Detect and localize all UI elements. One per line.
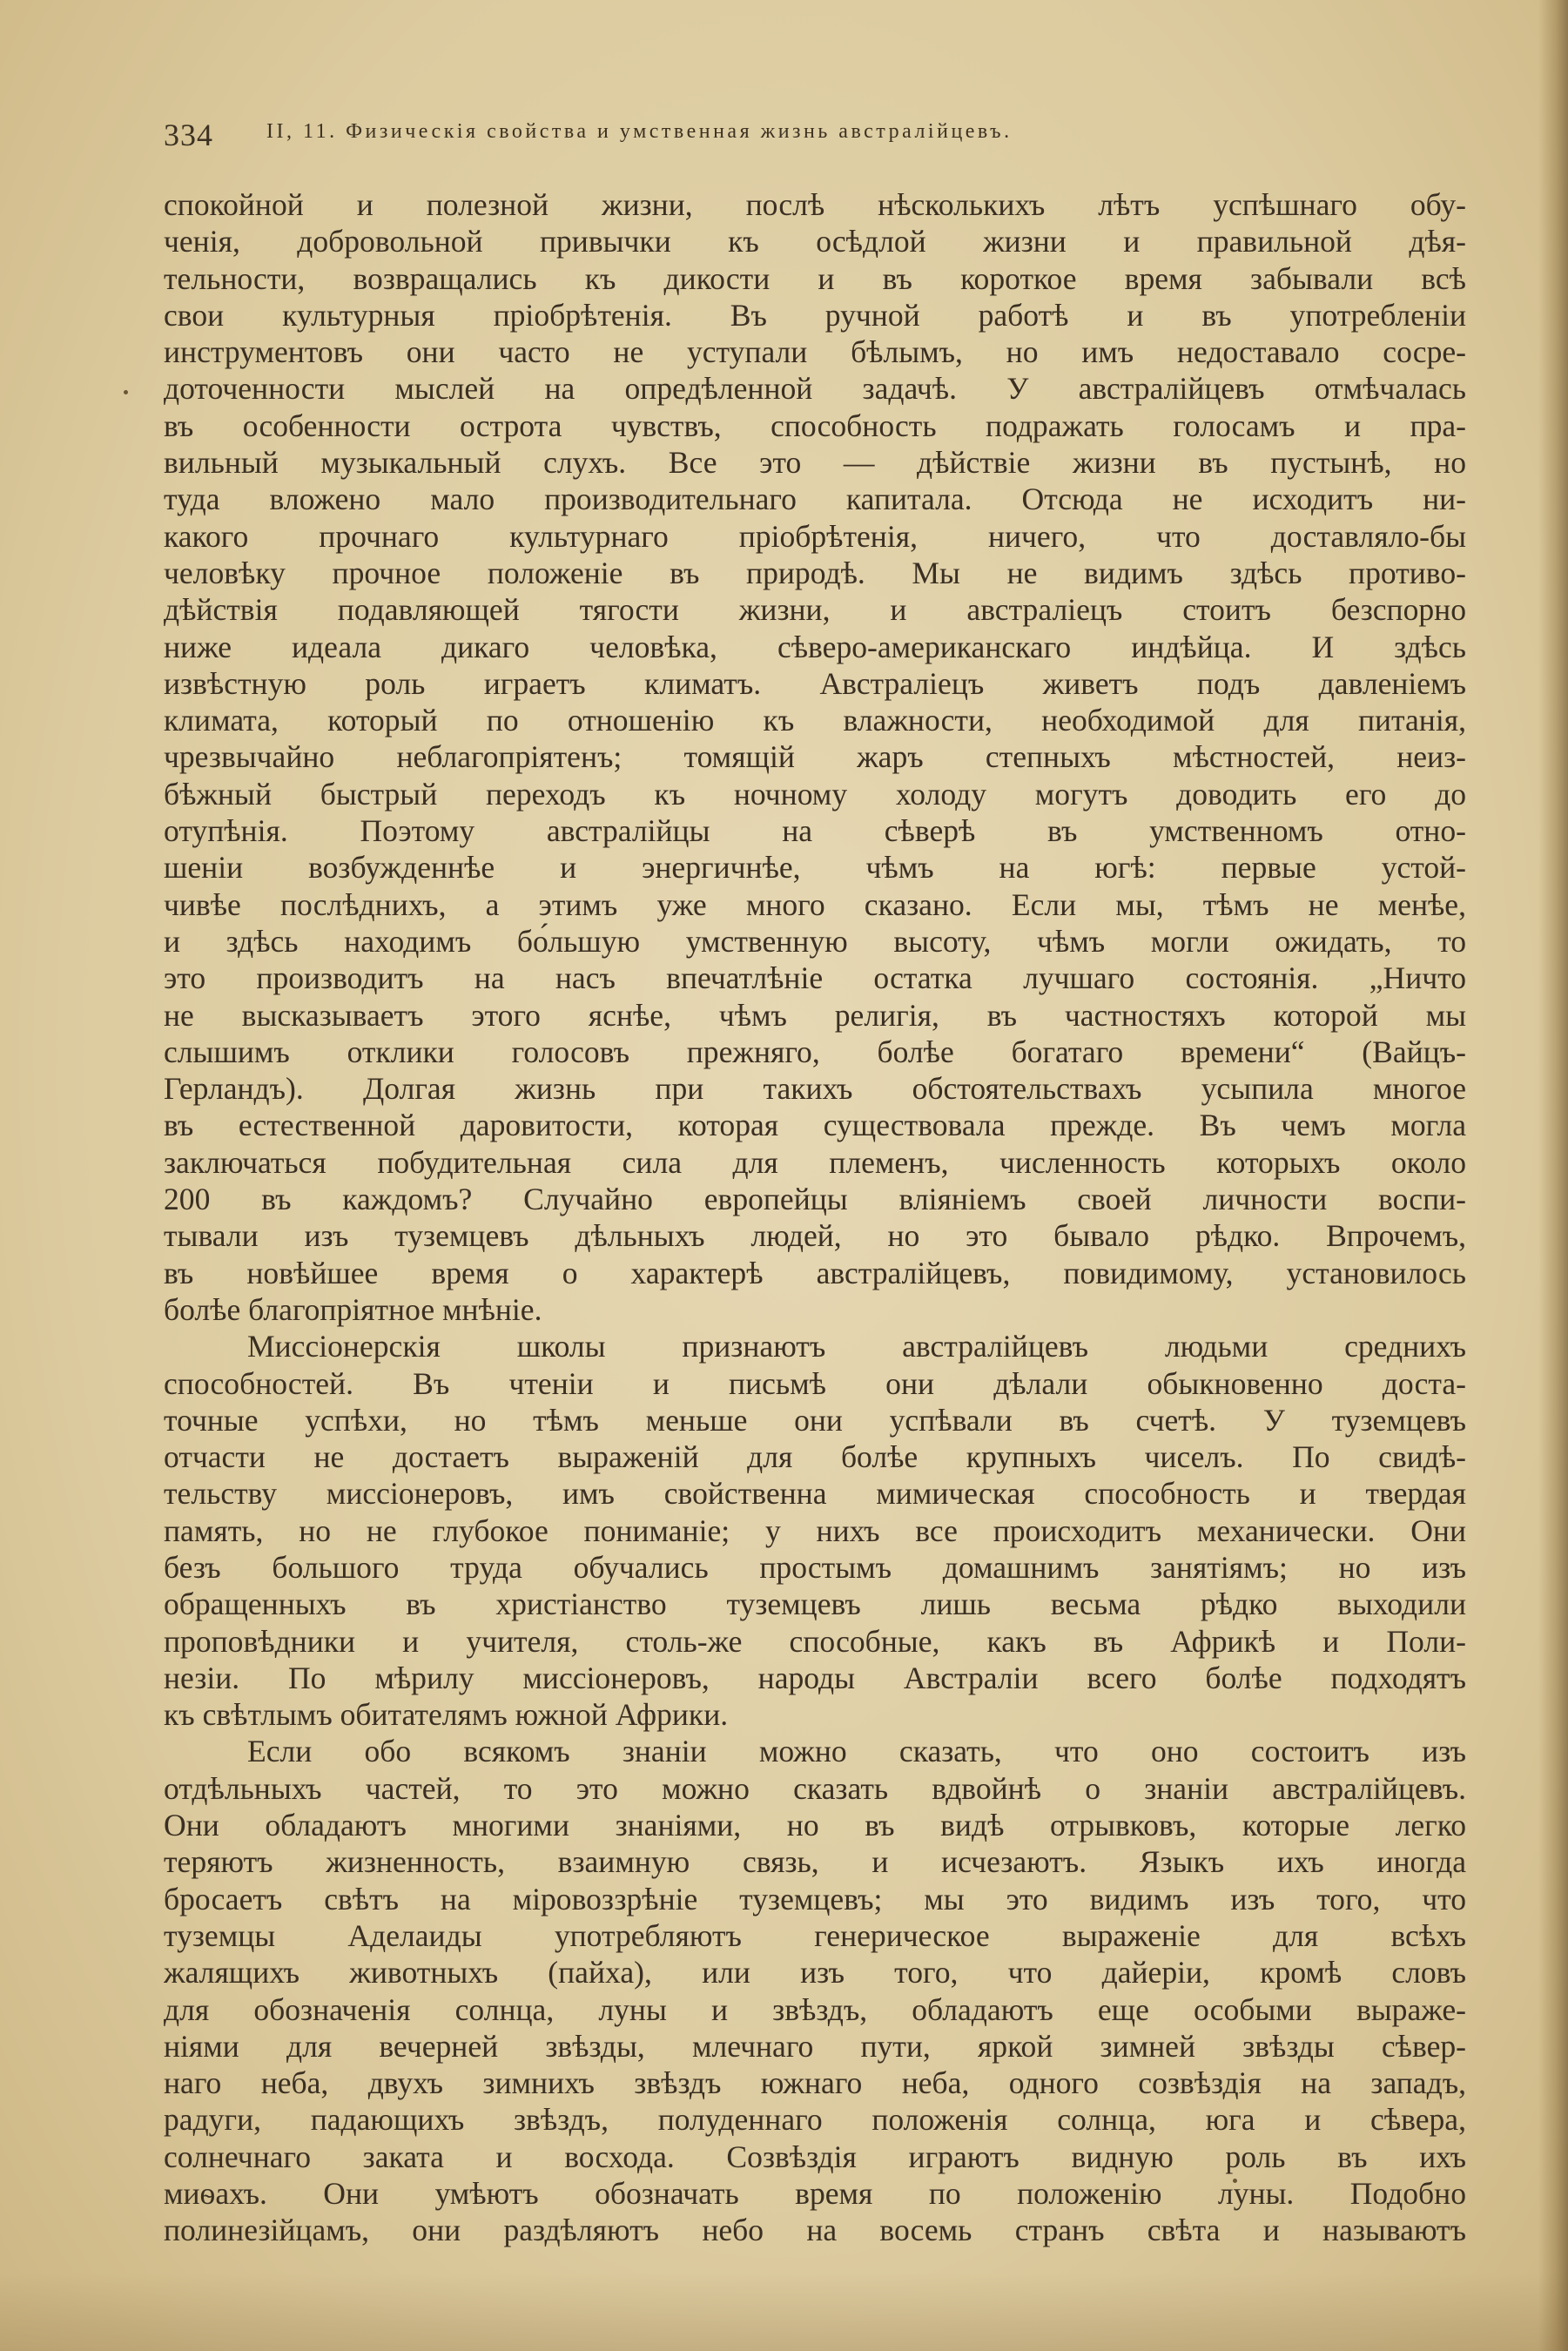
text-line: память, но не глубокое пониманіе; у нихъ все происходитъ механически. Они bbox=[164, 1512, 1466, 1548]
page-bottom-shade bbox=[0, 2273, 1568, 2351]
text-line: для обозначенія солнца, луны и звѣздъ, обладаютъ еще особыми выраже- bbox=[164, 1991, 1466, 2027]
text-line: доточенности мыслей на опредѣленной задачѣ. У австралійцевъ отмѣчалась bbox=[164, 371, 1466, 407]
text-line: тывали изъ туземцевъ дѣльныхъ людей, но это бывало рѣдко. Впрочемъ, bbox=[164, 1218, 1466, 1254]
text-line: отчасти не достаетъ выраженій для болѣе крупныхъ чиселъ. По свидѣ- bbox=[164, 1439, 1466, 1475]
body-text bbox=[164, 186, 1466, 2248]
text-line: бросаетъ свѣтъ на міровоззрѣніе туземцевъ; мы это видимъ изъ того, что bbox=[164, 1881, 1466, 1917]
ink-speck bbox=[124, 390, 128, 394]
text-line: климата, который по отношенію къ влажности, необходимой для питанія, bbox=[164, 703, 1466, 738]
text-line: туземцы Аделаиды употребляютъ генерическое выраженіе для всѣхъ bbox=[164, 1917, 1466, 1953]
text-line: болѣе благопріятное мнѣніе. bbox=[164, 1291, 542, 1327]
text-line: незіи. По мѣрилу миссіонеровъ, народы Австраліи всего болѣе подходятъ bbox=[164, 1660, 1466, 1695]
text-line: дѣйствія подавляющей тягости жизни, и австраліецъ стоитъ безспорно bbox=[164, 592, 1466, 628]
text-line: это производитъ на насъ впечатлѣніе остатка лучшаго состоянія. „Ничто bbox=[164, 960, 1466, 996]
text-line: чрезвычайно неблагопріятенъ; томящій жаръ степныхъ мѣстностей, неиз- bbox=[164, 739, 1466, 775]
text-line: Если обо всякомъ знаніи можно сказать, что оно состоитъ изъ bbox=[247, 1734, 1466, 1769]
text-line: инструментовъ они часто не уступали бѣлымъ, но имъ недоставало сосре- bbox=[164, 334, 1466, 370]
text-line: свои культурныя пріобрѣтенія. Въ ручной работѣ и въ употребленіи bbox=[164, 297, 1466, 333]
text-line: тельству миссіонеровъ, имъ свойственна мимическая способность и твердая bbox=[164, 1476, 1466, 1512]
text-line: Герландъ). Долгая жизнь при такихъ обстоятельствахъ усыпила многое bbox=[164, 1071, 1466, 1107]
running-head: II, 11. Физическія свойства и умственная жизнь австралійцевъ. bbox=[266, 120, 1013, 143]
text-line: въ естественной даровитости, которая существовала прежде. Въ чемъ могла bbox=[164, 1108, 1466, 1143]
text-line: человѣку прочное положеніе въ природѣ. Мы не видимъ здѣсь противо- bbox=[164, 555, 1466, 590]
text-line: шеніи возбужденнѣе и энергичнѣе, чѣмъ на югѣ: первые устой- bbox=[164, 850, 1466, 886]
text-line: обращенныхъ въ христіанство туземцевъ лишь весьма рѣдко выходили bbox=[164, 1586, 1466, 1622]
text-line: ніями для вечерней звѣзды, млечнаго пути, яркой зимней звѣзды сѣвер- bbox=[164, 2028, 1466, 2064]
text-line: точные успѣхи, но тѣмъ меньше они успѣвали въ счетѣ. У туземцевъ bbox=[164, 1402, 1466, 1438]
text-line: ниже идеала дикаго человѣка, сѣверо-американскаго индѣйца. И здѣсь bbox=[164, 629, 1466, 664]
text-line: заключаться побудительная сила для племенъ, численность которыхъ около bbox=[164, 1144, 1466, 1180]
text-line: отупѣнія. Поэтому австралійцы на сѣверѣ въ умственномъ отно- bbox=[164, 813, 1466, 849]
text-line: миѳахъ. Они умѣютъ обозначать время по положенію луны. Подобно bbox=[164, 2176, 1466, 2212]
text-line: туда вложено мало производительнаго капитала. Отсюда не исходитъ ни- bbox=[164, 482, 1466, 517]
text-line: въ особенности острота чувствъ, способность подражать голосамъ и пра- bbox=[164, 408, 1466, 443]
text-line: отдѣльныхъ частей, то это можно сказать вдвойнѣ о знаніи австралійцевъ. bbox=[164, 1770, 1466, 1806]
text-line: 200 въ каждомъ? Случайно европейцы вліяніемъ своей личности воспи- bbox=[164, 1182, 1466, 1217]
text-line: не высказываетъ этого яснѣе, чѣмъ религія, въ частностяхъ которой мы bbox=[164, 997, 1466, 1033]
text-line: какого прочнаго культурнаго пріобрѣтенія, ничего, что доставляло-бы bbox=[164, 518, 1466, 554]
text-line: ченія, добровольной привычки къ осѣдлой жизни и правильной дѣя- bbox=[164, 224, 1466, 259]
text-line: спокойной и полезной жизни, послѣ нѣсколькихъ лѣтъ успѣшнаго обу- bbox=[164, 187, 1466, 222]
text-line: безъ большого труда обучались простымъ домашнимъ занятіямъ; но изъ bbox=[164, 1549, 1466, 1585]
text-line: слышимъ отклики голосовъ прежняго, болѣе богатаго времени“ (Вайцъ- bbox=[164, 1034, 1466, 1069]
text-line: наго неба, двухъ зимнихъ звѣздъ южнаго неба, одного созвѣздія на западъ, bbox=[164, 2065, 1466, 2101]
text-line: Миссіонерскія школы признаютъ австралійцевъ людьми среднихъ bbox=[247, 1329, 1466, 1364]
text-line: полинезійцамъ, они раздѣляютъ небо на восемь странъ свѣта и называютъ bbox=[164, 2213, 1466, 2248]
text-line: бѣжный быстрый переходъ къ ночному холоду могутъ доводить его до bbox=[164, 776, 1466, 812]
page-number: 334 bbox=[164, 118, 213, 152]
text-line: и здѣсь находимъ бо́льшую умственную высоту, чѣмъ могли ожидать, то bbox=[164, 923, 1466, 959]
text-line: способностей. Въ чтеніи и письмѣ они дѣлали обыкновенно доста- bbox=[164, 1365, 1466, 1401]
text-line: радуги, падающихъ звѣздъ, полуденнаго положенія солнца, юга и сѣвера, bbox=[164, 2102, 1466, 2138]
text-line: чивѣе послѣднихъ, а этимъ уже много сказано. Если мы, тѣмъ не менѣе, bbox=[164, 886, 1466, 922]
text-line: Они обладаютъ многими знаніями, но въ видѣ отрывковъ, которые легко bbox=[164, 1808, 1466, 1843]
text-line: къ свѣтлымъ обитателямъ южной Африки. bbox=[164, 1697, 729, 1733]
text-line: въ новѣйшее время о характерѣ австралійцевъ, повидимому, установилось bbox=[164, 1255, 1466, 1290]
text-line: жалящихъ животныхъ (пайха), или изъ того, что дайеріи, кромѣ словъ bbox=[164, 1955, 1466, 1991]
text-line: извѣстную роль играетъ климатъ. Австраліецъ живетъ подъ давленіемъ bbox=[164, 665, 1466, 701]
text-line: вильный музыкальный слухъ. Все это — дѣйствіе жизни въ пустынѣ, но bbox=[164, 445, 1466, 481]
text-line: тельности, возвращались къ дикости и въ короткое время забывали всѣ bbox=[164, 260, 1466, 296]
page-header bbox=[164, 117, 1461, 157]
text-line: солнечнаго заката и восхода. Созвѣздія играютъ видную роль въ ихъ bbox=[164, 2139, 1466, 2174]
page-edge-shadow bbox=[1538, 0, 1568, 2351]
text-line: проповѣдники и учителя, столь-же способные, какъ въ Африкѣ и Поли- bbox=[164, 1623, 1466, 1659]
text-line: теряютъ жизненность, взаимную связь, и исчезаютъ. Языкъ ихъ иногда bbox=[164, 1844, 1466, 1880]
